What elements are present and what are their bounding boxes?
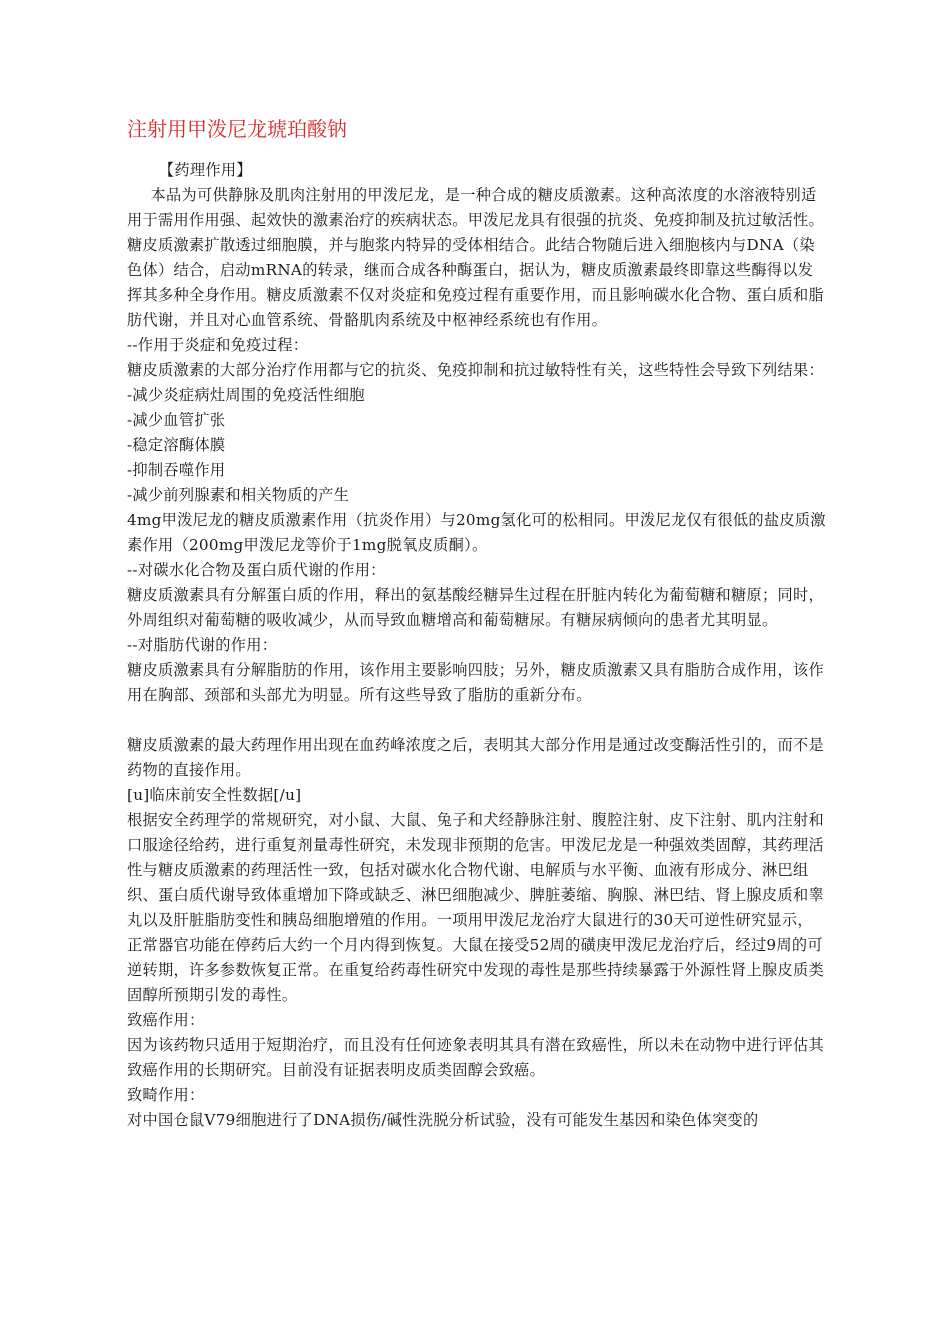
subheading-inflammation: --作用于炎症和免疫过程：: [127, 336, 309, 354]
paragraph-preclinical: 根据安全药理学的常规研究，对小鼠、大鼠、兔子和犬经静脉注射、腹腔注射、皮下注射、肌内注射和口服途径给药，进行重复剂量毒性研究，未发现非预期的危害。甲泼尼龙是一种强效类固醇，其药理活性与糖皮质激素的药理活性一致，包括对碳水化合物代谢、电解质与水平衡、血液有形成分、淋巴组织、蛋白质代谢导致体重增加下降或缺乏、淋巴细胞减少、脾脏萎缩、胸腺、淋巴结、肾上腺皮质和睾丸以及肝脏脂肪变性和胰岛细胞增殖的作用。一项用甲泼尼龙治疗大鼠进行的30天可逆性研究显示，正常器官功能在停药后大约一个月内得到恢复。大鼠在接受52周的磺庚甲泼尼龙治疗后，经过9周的可逆转期，许多参数恢复正常。在重复给药毒性研究中发现的毒性是那些持续暴露于外源性肾上腺皮质类固醇所预期引发的毒性。: [127, 811, 824, 1004]
document-body: [127, 158, 827, 1133]
list-item: -减少炎症病灶周围的免疫活性细胞: [127, 386, 365, 404]
section-heading: 【药理作用】: [158, 161, 252, 179]
list-item: -减少血管扩张: [127, 411, 226, 429]
blank-line: [127, 708, 827, 733]
paragraph-inflammation: 糖皮质激素的大部分治疗作用都与它的抗炎、免疫抑制和抗过敏特性有关，这些特性会导致下列结果：: [127, 361, 824, 379]
paragraph-fat: 糖皮质激素具有分解脂肪的作用，该作用主要影响四肢；另外，糖皮质激素又具有脂肪合成作用，该作用在胸部、颈部和头部尤为明显。所有这些导致了脂肪的重新分布。: [127, 661, 824, 704]
document-page: [127, 114, 827, 1133]
list-item: -抑制吞噬作用: [127, 461, 226, 479]
subheading-teratogenicity: 致畸作用：: [127, 1086, 205, 1104]
paragraph-potency: 4mg甲泼尼龙的糖皮质激素作用（抗炎作用）与20mg氢化可的松相同。甲泼尼龙仅有很低的盐皮质激素作用（200mg甲泼尼龙等价于1mg脱氧皮质酮）。: [127, 511, 826, 554]
subheading-carcinogenicity: 致癌作用：: [127, 1011, 205, 1029]
subheading-fat: --对脂肪代谢的作用：: [127, 636, 278, 654]
paragraph-intro: 本品为可供静脉及肌肉注射用的甲泼尼龙，是一种合成的糖皮质激素。这种高浓度的水溶液特别适用于需用作用强、起效快的激素治疗的疾病状态。甲泼尼龙具有很强的抗炎、免疫抑制及抗过敏活性。: [127, 186, 824, 229]
paragraph-peak-effect: 糖皮质激素的最大药理作用出现在血药峰浓度之后，表明其大部分作用是通过改变酶活性引的，而不是药物的直接作用。: [127, 736, 824, 779]
list-item: -稳定溶酶体膜: [127, 436, 226, 454]
list-item: -减少前列腺素和相关物质的产生: [127, 486, 350, 504]
paragraph-carbohydrate: 糖皮质激素具有分解蛋白质的作用，释出的氨基酸经糖异生过程在肝脏内转化为葡萄糖和糖原；同时，外周组织对葡萄糖的吸收减少，从而导致血糖增高和葡萄糖尿。有糖尿病倾向的患者尤其明显。: [127, 586, 824, 629]
paragraph-mechanism: 糖皮质激素扩散透过细胞膜，并与胞浆内特异的受体相结合。此结合物随后进入细胞核内与DNA（染色体）结合，启动mRNA的转录，继而合成各种酶蛋白，据认为，糖皮质激素最终即靠这些酶得以发挥其多种全身作用。糖皮质激素不仅对炎症和免疫过程有重要作用，而且影响碳水化合物、蛋白质和脂肪代谢，并且对心血管系统、骨骼肌肉系统及中枢神经系统也有作用。: [127, 236, 824, 329]
paragraph-carcinogenicity: 因为该药物只适用于短期治疗，而且没有任何迹象表明其具有潜在致癌性，所以未在动物中进行评估其致癌作用的长期研究。目前没有证据表明皮质类固醇会致癌。: [127, 1036, 824, 1079]
paragraph-teratogenicity: 对中国仓鼠V79细胞进行了DNA损伤/碱性洗脱分析试验，没有可能发生基因和染色体突变的: [127, 1111, 759, 1129]
document-title: 注射用甲泼尼龙琥珀酸钠: [127, 117, 347, 141]
subheading-carbohydrate: --对碳水化合物及蛋白质代谢的作用：: [127, 561, 386, 579]
subheading-preclinical: [u]临床前安全性数据[/u]: [127, 786, 302, 804]
